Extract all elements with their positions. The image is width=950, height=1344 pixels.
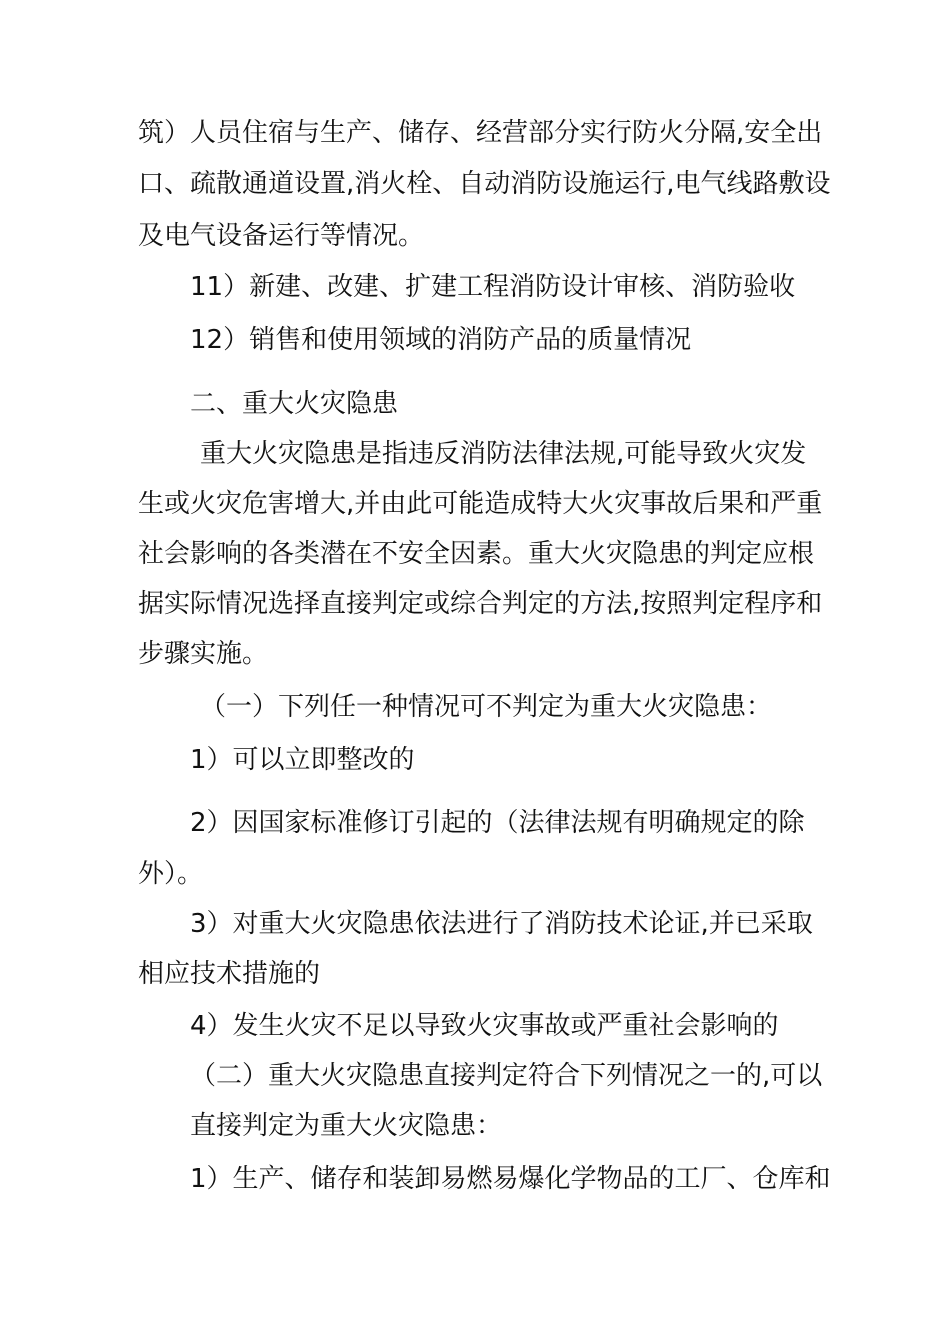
list-item-12: 12）销售和使用领域的消防产品的质量情况 (190, 325, 692, 355)
list-item: 4）发生火灾不足以导致火灾事故或严重社会影响的 (190, 1011, 779, 1041)
paragraph-line: 据实际情况选择直接判定或综合判定的方法,按照判定程序和 (138, 589, 823, 619)
paragraph-line: 步骤实施。 (138, 639, 269, 669)
paragraph-line: 筑）人员住宿与生产、储存、经营部分实行防火分隔,安全出 (138, 118, 823, 148)
list-item-continuation: 外）。 (138, 859, 204, 889)
subsection-heading-continuation: 直接判定为重大火灾隐患： (190, 1111, 503, 1141)
paragraph-line: 生或火灾危害增大,并由此可能造成特大火灾事故后果和严重 (138, 489, 823, 519)
paragraph-line: 及电气设备运行等情况。 (138, 221, 425, 251)
list-item: 1）可以立即整改的 (190, 745, 415, 775)
subsection-heading: （一）下列任一种情况可不判定为重大火灾隐患： (200, 692, 773, 722)
list-item: 1）生产、储存和装卸易燃易爆化学物品的工厂、仓库和 (190, 1164, 831, 1194)
list-item: 3）对重大火灾隐患依法进行了消防技术论证,并已采取 (190, 909, 813, 939)
paragraph-line: 重大火灾隐患是指违反消防法律法规,可能导致火灾发 (200, 439, 807, 469)
paragraph-line: 社会影响的各类潜在不安全因素。重大火灾隐患的判定应根 (138, 539, 815, 569)
subsection-heading: （二）重大火灾隐患直接判定符合下列情况之一的,可以 (190, 1061, 823, 1091)
list-item: 2）因国家标准修订引起的（法律法规有明确规定的除 (190, 808, 805, 838)
paragraph-line: 口、疏散通道设置,消火栓、自动消防设施运行,电气线路敷设 (138, 169, 831, 199)
list-item-11: 11）新建、改建、扩建工程消防设计审核、消防验收 (190, 272, 796, 302)
list-item-continuation: 相应技术措施的 (138, 959, 321, 989)
section-heading: 二、重大火灾隐患 (190, 389, 399, 419)
